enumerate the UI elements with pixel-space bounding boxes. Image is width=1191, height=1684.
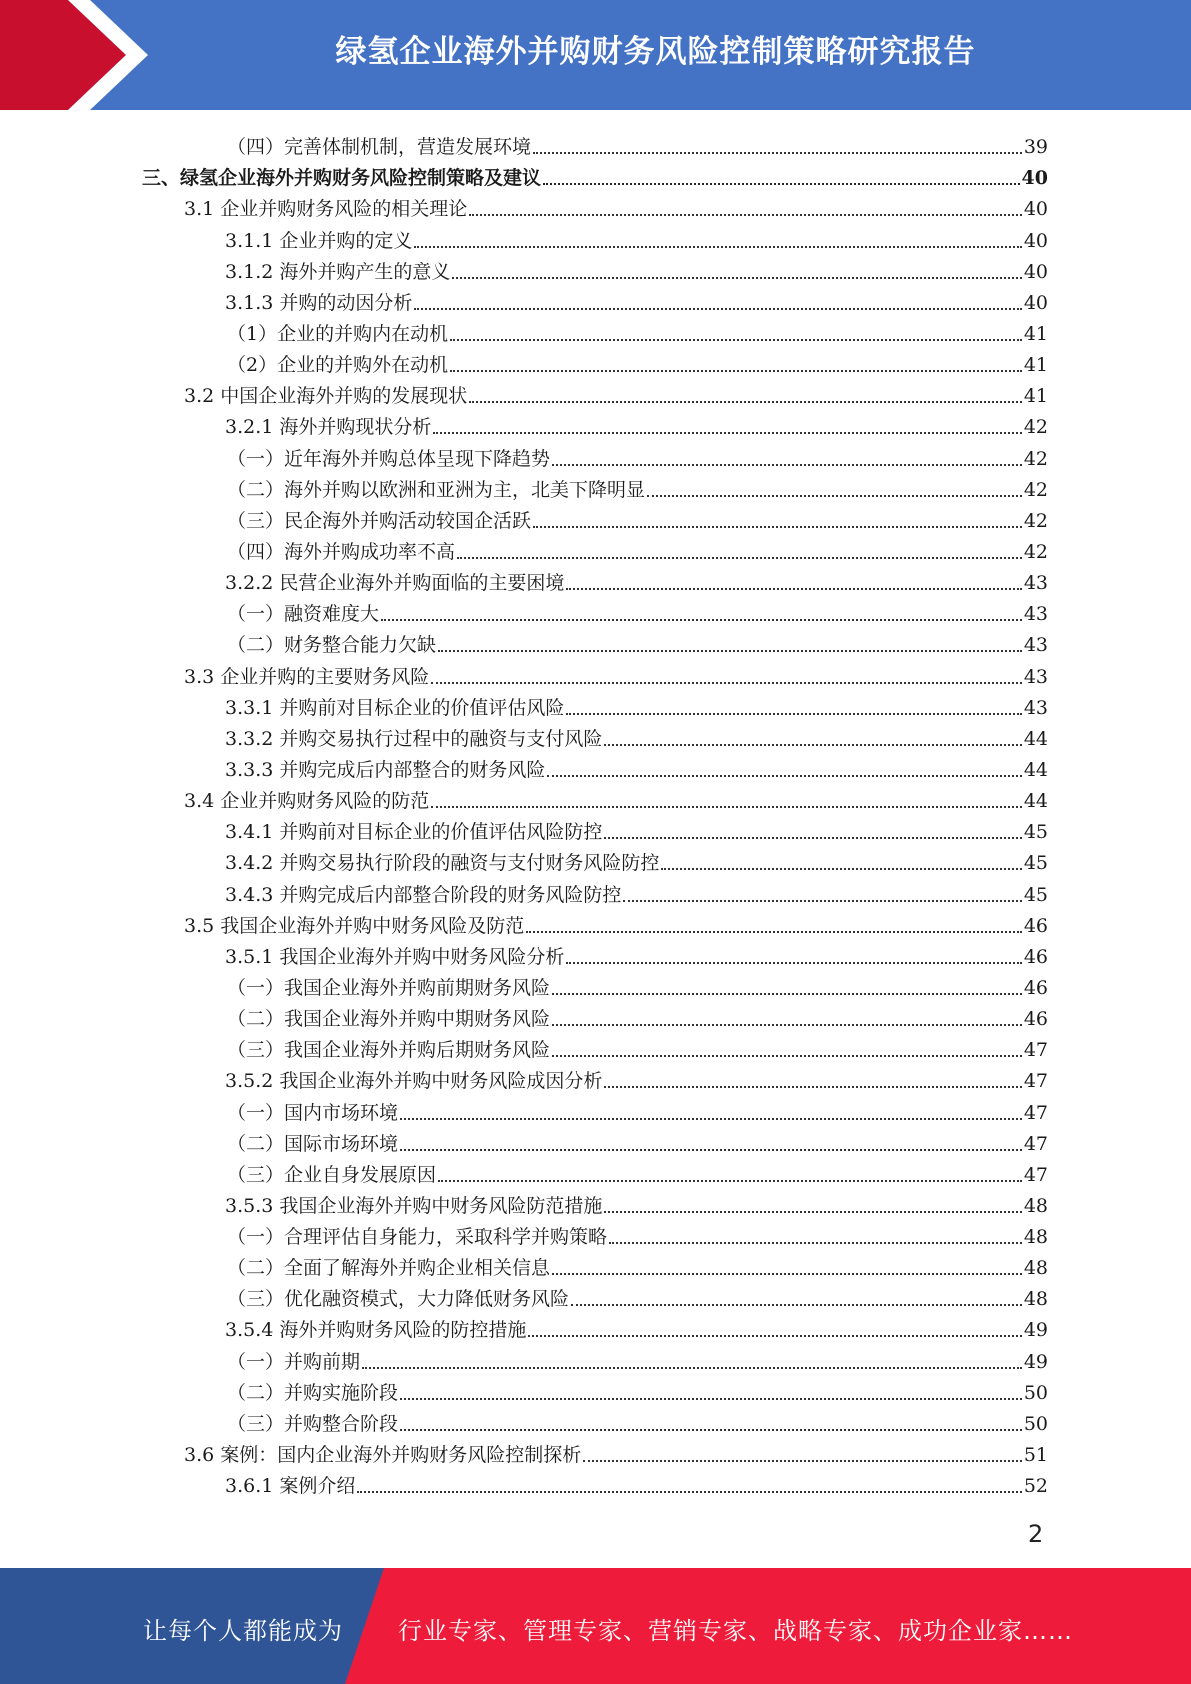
toc-dot-leader — [566, 962, 1021, 964]
toc-entry-label: 3.1 企业并购财务风险的相关理论 — [184, 198, 468, 221]
toc-entry[interactable] — [0, 1125, 1048, 1156]
toc-entry[interactable] — [0, 720, 1048, 751]
toc-dot-leader — [609, 1242, 1022, 1244]
toc-entry-label: （1）企业的并购内在动机 — [227, 322, 449, 345]
toc-dot-leader — [381, 619, 1022, 621]
toc-dot-leader — [431, 682, 1022, 684]
toc-entry[interactable] — [0, 533, 1048, 564]
toc-entry-page: 42 — [1023, 540, 1048, 563]
toc-dot-leader — [604, 1211, 1021, 1213]
toc-entry-label: （一）近年海外并购总体呈现下降趋势 — [227, 447, 551, 470]
toc-dot-leader — [571, 1304, 1022, 1306]
toc-dot-leader — [526, 931, 1022, 933]
toc-entry-page: 41 — [1023, 385, 1048, 408]
toc-entry-label: （二）并购实施阶段 — [227, 1381, 399, 1404]
toc-entry-page: 47 — [1023, 1070, 1048, 1093]
toc-entry[interactable] — [0, 128, 1048, 159]
toc-entry-page: 43 — [1023, 572, 1048, 595]
toc-dot-leader — [533, 152, 1022, 154]
toc-entry-page: 48 — [1023, 1257, 1048, 1280]
toc-entry-label: （三）我国企业海外并购后期财务风险 — [227, 1039, 551, 1062]
toc-dot-leader — [533, 526, 1022, 528]
toc-entry[interactable] — [0, 1218, 1048, 1249]
toc-entry-label: 3.3.3 并购完成后内部整合的财务风险 — [225, 758, 546, 781]
toc-entry-label: （三）企业自身发展原因 — [227, 1163, 437, 1186]
toc-dot-leader — [552, 1024, 1022, 1026]
page-number: 2 — [1028, 1520, 1044, 1548]
toc-entry[interactable] — [0, 1031, 1048, 1062]
toc-entry-page: 46 — [1023, 914, 1048, 937]
toc-entry[interactable] — [0, 315, 1048, 346]
toc-entry-label: （2）企业的并购外在动机 — [227, 354, 449, 377]
toc-entry-page: 46 — [1023, 945, 1048, 968]
toc-entry-label: 3.5 我国企业海外并购中财务风险及防范 — [184, 914, 525, 937]
toc-dot-leader — [400, 1118, 1022, 1120]
toc-entry[interactable] — [0, 1311, 1048, 1342]
toc-entry[interactable] — [0, 1405, 1048, 1436]
toc-dot-leader — [661, 868, 1021, 870]
toc-entry-label: 3.5.4 海外并购财务风险的防控措施 — [225, 1319, 527, 1342]
toc-entry[interactable] — [0, 502, 1048, 533]
toc-dot-leader — [438, 650, 1022, 652]
toc-dot-leader — [566, 588, 1021, 590]
table-of-contents — [0, 128, 1191, 1498]
toc-entry-page: 49 — [1023, 1319, 1048, 1342]
toc-entry[interactable] — [0, 657, 1048, 688]
toc-dot-leader — [450, 370, 1022, 372]
toc-entry-page: 51 — [1023, 1444, 1048, 1467]
report-title: 绿氢企业海外并购财务风险控制策略研究报告 — [335, 34, 976, 70]
toc-entry-page: 40 — [1023, 198, 1048, 221]
toc-entry[interactable] — [0, 1062, 1048, 1093]
toc-dot-leader — [431, 806, 1022, 808]
toc-dot-leader — [438, 1180, 1022, 1182]
toc-entry-label: （二）财务整合能力欠缺 — [227, 634, 437, 657]
toc-entry-page: 47 — [1023, 1101, 1048, 1124]
toc-entry-page: 46 — [1023, 1008, 1048, 1031]
toc-dot-leader — [552, 1273, 1022, 1275]
toc-entry[interactable] — [0, 626, 1048, 657]
toc-entry-label: 3.4 企业并购财务风险的防范 — [184, 790, 430, 813]
toc-dot-leader — [528, 1335, 1021, 1337]
report-header-banner — [0, 0, 1191, 110]
toc-entry[interactable] — [0, 1093, 1048, 1124]
toc-entry[interactable] — [0, 1342, 1048, 1373]
toc-entry[interactable] — [0, 938, 1048, 969]
toc-entry[interactable] — [0, 1156, 1048, 1187]
toc-dot-leader — [414, 246, 1021, 248]
footer-slogan-left: 让每个人都能成为 — [143, 1617, 343, 1645]
toc-entry-label: （一）融资难度大 — [227, 603, 380, 626]
toc-entry[interactable] — [0, 844, 1048, 875]
toc-dot-leader — [362, 1367, 1022, 1369]
toc-entry[interactable] — [0, 1249, 1048, 1280]
toc-dot-leader — [604, 1086, 1021, 1088]
toc-entry-label: 3.3.1 并购前对目标企业的价值评估风险 — [225, 696, 565, 719]
toc-entry-label: 3.4.3 并购完成后内部整合阶段的财务风险防控 — [225, 883, 622, 906]
toc-entry-label: （二）我国企业海外并购中期财务风险 — [227, 1008, 551, 1031]
toc-entry-label: （四）海外并购成功率不高 — [227, 540, 456, 563]
toc-entry-page: 43 — [1023, 603, 1048, 626]
toc-dot-leader — [647, 495, 1022, 497]
toc-entry[interactable] — [0, 595, 1048, 626]
toc-entry-page: 45 — [1023, 852, 1048, 875]
toc-entry-label: 3.2 中国企业海外并购的发展现状 — [184, 385, 468, 408]
toc-entry-label: （二）国际市场环境 — [227, 1132, 399, 1155]
toc-entry-label: （一）并购前期 — [227, 1350, 361, 1373]
toc-entry-label: （三）民企海外并购活动较国企活跃 — [227, 509, 532, 532]
toc-dot-leader — [400, 1398, 1022, 1400]
toc-entry-page: 40 — [1021, 167, 1048, 190]
footer-banner — [0, 1568, 1191, 1684]
toc-dot-leader — [469, 214, 1022, 216]
toc-entry[interactable] — [0, 907, 1048, 938]
toc-entry[interactable] — [0, 253, 1048, 284]
toc-entry-page: 42 — [1023, 509, 1048, 532]
toc-entry-page: 44 — [1023, 790, 1048, 813]
toc-dot-leader — [400, 1149, 1022, 1151]
toc-entry-label: 3.1.2 海外并购产生的意义 — [225, 260, 451, 283]
toc-entry-page: 43 — [1023, 634, 1048, 657]
toc-entry-page: 45 — [1023, 821, 1048, 844]
toc-entry-label: 3.6.1 案例介绍 — [225, 1475, 356, 1498]
toc-entry[interactable] — [0, 751, 1048, 782]
toc-entry[interactable] — [0, 1467, 1048, 1498]
toc-entry-page: 40 — [1023, 291, 1048, 314]
toc-entry-page: 48 — [1023, 1226, 1048, 1249]
toc-entry-label: 3.2.1 海外并购现状分析 — [225, 416, 432, 439]
toc-dot-leader — [604, 744, 1021, 746]
toc-entry-page: 44 — [1023, 727, 1048, 750]
toc-entry-page: 48 — [1023, 1194, 1048, 1217]
toc-entry-page: 42 — [1023, 447, 1048, 470]
toc-entry[interactable] — [0, 471, 1048, 502]
toc-dot-leader — [433, 432, 1021, 434]
toc-entry-page: 48 — [1023, 1288, 1048, 1311]
toc-entry-page: 47 — [1023, 1039, 1048, 1062]
toc-entry-label: 3.3 企业并购的主要财务风险 — [184, 665, 430, 688]
toc-entry-page: 47 — [1023, 1132, 1048, 1155]
header-chevron-decoration — [0, 0, 160, 110]
toc-entry[interactable] — [0, 813, 1048, 844]
toc-entry[interactable] — [0, 1374, 1048, 1405]
toc-entry[interactable] — [0, 1000, 1048, 1031]
toc-entry-page: 40 — [1023, 229, 1048, 252]
toc-dot-leader — [566, 713, 1021, 715]
toc-dot-leader — [457, 557, 1022, 559]
toc-entry-label: 3.1.1 企业并购的定义 — [225, 229, 413, 252]
toc-entry-label: （一）合理评估自身能力，采取科学并购策略 — [227, 1226, 608, 1249]
toc-entry[interactable] — [0, 284, 1048, 315]
toc-entry[interactable] — [0, 221, 1048, 252]
toc-entry-page: 41 — [1023, 322, 1048, 345]
toc-dot-leader — [623, 900, 1021, 902]
toc-dot-leader — [452, 277, 1021, 279]
toc-entry-page: 41 — [1023, 354, 1048, 377]
toc-entry-label: 3.2.2 民营企业海外并购面临的主要困境 — [225, 572, 565, 595]
toc-entry-page: 46 — [1023, 976, 1048, 999]
toc-entry-page: 44 — [1023, 758, 1048, 781]
toc-entry[interactable] — [0, 346, 1048, 377]
toc-entry-page: 40 — [1023, 260, 1048, 283]
toc-entry[interactable] — [0, 159, 1048, 190]
toc-entry[interactable] — [0, 190, 1048, 221]
toc-entry-label: 3.5.3 我国企业海外并购中财务风险防范措施 — [225, 1194, 603, 1217]
toc-entry[interactable] — [0, 969, 1048, 1000]
toc-entry-page: 50 — [1023, 1381, 1048, 1404]
toc-entry-page: 42 — [1023, 478, 1048, 501]
toc-entry[interactable] — [0, 1436, 1048, 1467]
toc-dot-leader — [357, 1491, 1021, 1493]
toc-dot-leader — [543, 183, 1020, 185]
toc-entry-page: 39 — [1023, 136, 1048, 159]
toc-dot-leader — [450, 339, 1022, 341]
toc-entry[interactable] — [0, 439, 1048, 470]
toc-entry-page: 45 — [1023, 883, 1048, 906]
toc-dot-leader — [414, 308, 1021, 310]
toc-entry-label: （一）我国企业海外并购前期财务风险 — [227, 976, 551, 999]
toc-dot-leader — [552, 1055, 1022, 1057]
toc-entry-page: 50 — [1023, 1412, 1048, 1435]
toc-entry-label: 3.6 案例：国内企业海外并购财务风险控制探析 — [184, 1444, 582, 1467]
toc-entry-page: 43 — [1023, 696, 1048, 719]
toc-entry-label: （三）并购整合阶段 — [227, 1412, 399, 1435]
toc-entry-page: 52 — [1023, 1475, 1048, 1498]
toc-entry-label: 三、绿氢企业海外并购财务风险控制策略及建议 — [142, 167, 542, 190]
toc-entry[interactable] — [0, 1187, 1048, 1218]
toc-entry-page: 47 — [1023, 1163, 1048, 1186]
toc-entry[interactable] — [0, 689, 1048, 720]
toc-dot-leader — [552, 464, 1022, 466]
toc-entry[interactable] — [0, 377, 1048, 408]
toc-entry-label: 3.1.3 并购的动因分析 — [225, 291, 413, 314]
toc-entry[interactable] — [0, 875, 1048, 906]
toc-entry-label: 3.4.2 并购交易执行阶段的融资与支付财务风险防控 — [225, 852, 660, 875]
toc-entry-label: 3.3.2 并购交易执行过程中的融资与支付风险 — [225, 727, 603, 750]
toc-dot-leader — [583, 1460, 1022, 1462]
toc-entry[interactable] — [0, 408, 1048, 439]
toc-entry[interactable] — [0, 564, 1048, 595]
toc-dot-leader — [604, 837, 1021, 839]
toc-entry-page: 43 — [1023, 665, 1048, 688]
toc-entry-label: （二）海外并购以欧洲和亚洲为主，北美下降明显 — [227, 478, 646, 501]
toc-dot-leader — [400, 1429, 1022, 1431]
toc-entry[interactable] — [0, 782, 1048, 813]
toc-entry-label: （四）完善体制机制，营造发展环境 — [227, 136, 532, 159]
toc-entry[interactable] — [0, 1280, 1048, 1311]
toc-dot-leader — [469, 401, 1022, 403]
toc-entry-label: 3.4.1 并购前对目标企业的价值评估风险防控 — [225, 821, 603, 844]
toc-entry-label: （三）优化融资模式，大力降低财务风险 — [227, 1288, 570, 1311]
footer-slogan-right: 行业专家、管理专家、营销专家、战略专家、成功企业家…… — [398, 1617, 1073, 1645]
toc-entry-label: （二）全面了解海外并购企业相关信息 — [227, 1257, 551, 1280]
toc-entry-page: 49 — [1023, 1350, 1048, 1373]
toc-entry-page: 42 — [1023, 416, 1048, 439]
toc-dot-leader — [552, 993, 1022, 995]
toc-entry-label: （一）国内市场环境 — [227, 1101, 399, 1124]
toc-entry-label: 3.5.1 我国企业海外并购中财务风险分析 — [225, 945, 565, 968]
toc-entry-label: 3.5.2 我国企业海外并购中财务风险成因分析 — [225, 1070, 603, 1093]
toc-dot-leader — [547, 775, 1021, 777]
